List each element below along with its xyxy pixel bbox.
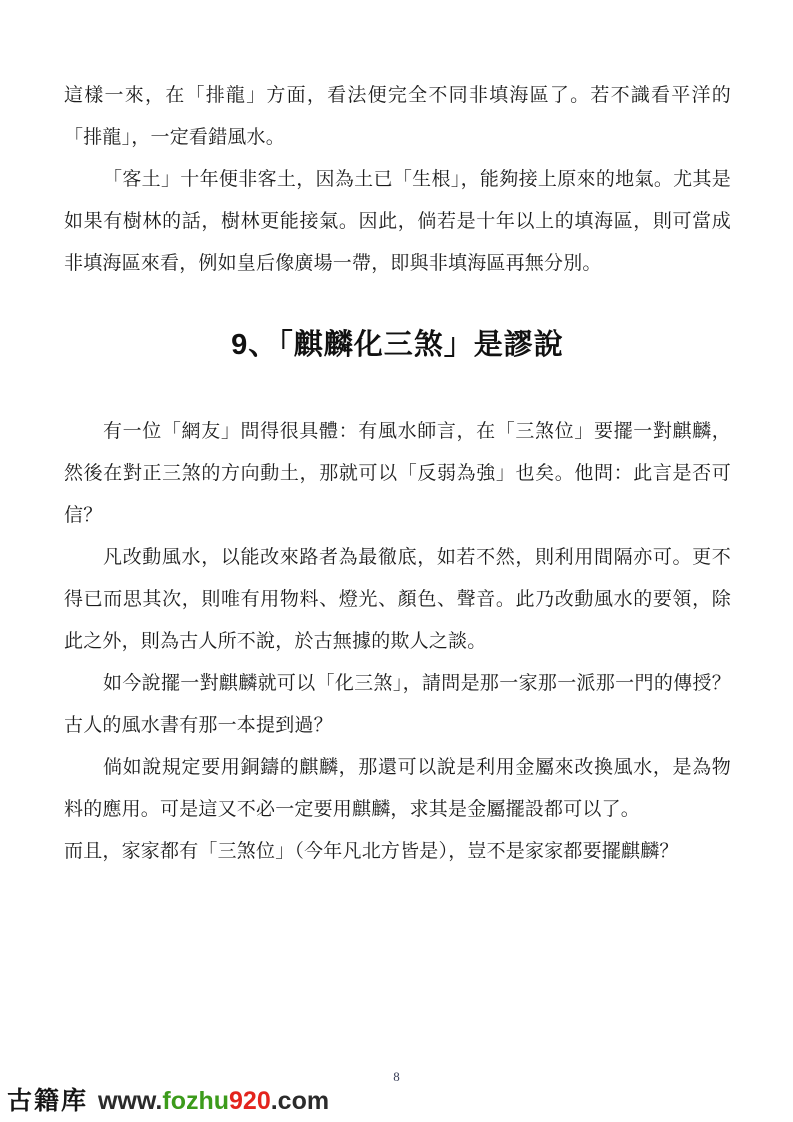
watermark-url-fozhu: fozhu — [162, 1087, 230, 1115]
page-number: 8 — [393, 1069, 400, 1084]
section-heading: 9、「麒麟化三煞」是謬說 — [231, 329, 564, 361]
paragraph-pailong: 這樣一來，在「排龍」方面，看法便完全不同非填海區了。若不識看平洋的「排龍」，一定看錯風水。 — [64, 85, 731, 148]
paragraph-every-home: 而且，家家都有「三煞位」（今年凡北方皆是），豈不是家家都要擺麒麟？ — [64, 841, 679, 862]
watermark-url-com: .com — [270, 1087, 330, 1115]
paragraph-fengshui-methods: 凡改動風水，以能改來路者為最徹底，如若不然，則利用間隔亦可。更不得已而思其次，則唯有用物料、燈光、顏色、聲音。此乃改動風水的要領，除此之外，則為古人所不說，於古無據的欺人之談。 — [64, 547, 731, 652]
watermark-url-www: www. — [98, 1087, 163, 1115]
paragraph-bronze-qilin: 倘如說規定要用銅鑄的麒麟，那還可以說是利用金屬來改換風水，是為物料的應用。可是這又不必一定要用麒麟，求其是金屬擺設都可以了。 — [64, 757, 731, 820]
paragraph-which-school: 如今說擺一對麒麟就可以「化三煞」，請問是那一家那一派那一門的傳授？古人的風水書有那一本提到過？ — [64, 673, 731, 736]
watermark-site-name: 古籍库 — [7, 1087, 89, 1115]
watermark — [7, 1087, 329, 1115]
paragraph-netfriend-question: 有一位「網友」問得很具體：有風水師言，在「三煞位」要擺一對麒麟，然後在對正三煞的方向動土，那就可以「反弱為強」也矣。他問：此言是否可信？ — [64, 421, 731, 526]
page-content — [64, 75, 731, 873]
paragraph-ketu: 「客土」十年便非客土，因為土已「生根」，能夠接上原來的地氣。尤其是如果有樹林的話，樹林更能接氣。因此，倘若是十年以上的填海區，則可當成非填海區來看，例如皇后像廣場一帶，即與非填海區再無分別。 — [64, 169, 731, 274]
watermark-url-920: 920 — [229, 1087, 271, 1115]
